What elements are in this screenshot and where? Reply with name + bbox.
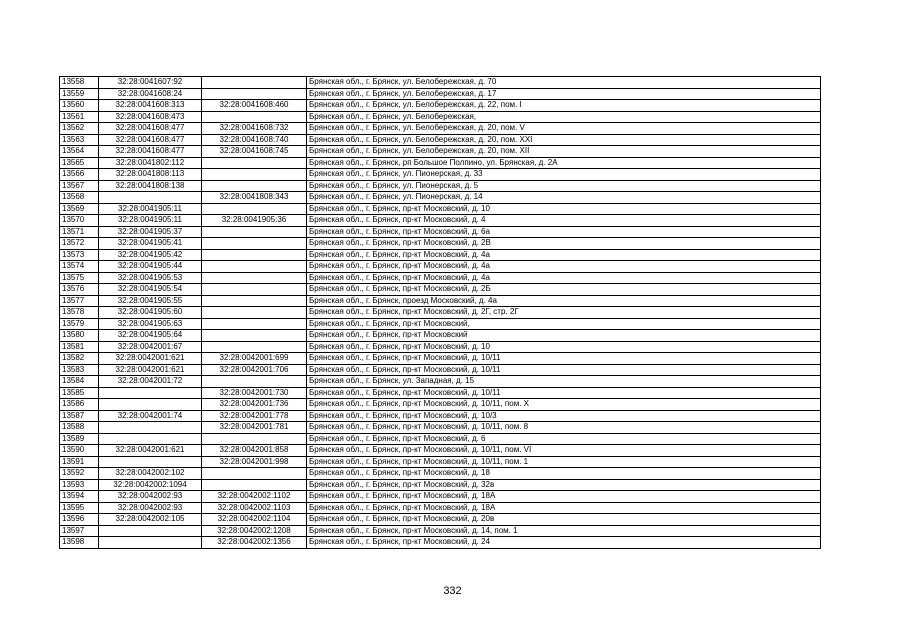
cadastral-number-cell: 32:28:0042002:93 — [99, 491, 202, 503]
object-number-cell: 32:28:0042002:1104 — [202, 514, 307, 526]
cadastral-number-cell: 32:28:0042001:621 — [99, 364, 202, 376]
row-number-cell: 13581 — [60, 341, 99, 353]
address-cell: Брянская обл., г. Брянск, пр-кт Московский, д. 18А — [307, 502, 821, 514]
cadastral-number-cell: 32:28:0042001:74 — [99, 410, 202, 422]
row-number-cell: 13573 — [60, 249, 99, 261]
table-row — [60, 123, 821, 135]
cadastral-number-cell — [99, 192, 202, 204]
address-cell: Брянская обл., г. Брянск, пр-кт Московский, д. 32в — [307, 479, 821, 491]
table-row — [60, 261, 821, 273]
row-number-cell: 13596 — [60, 514, 99, 526]
address-cell: Брянская обл., г. Брянск, ул. Пионерская, д. 14 — [307, 192, 821, 204]
address-cell: Брянская обл., г. Брянск, пр-кт Московский, д. 10 — [307, 341, 821, 353]
object-number-cell: 32:28:0041608:732 — [202, 123, 307, 135]
address-cell: Брянская обл., г. Брянск, пр-кт Московский, — [307, 318, 821, 330]
object-number-cell — [202, 249, 307, 261]
address-cell: Брянская обл., г. Брянск, пр-кт Московский, д. 4а — [307, 261, 821, 273]
address-cell: Брянская обл., г. Брянск, пр-кт Московский, д. 6 — [307, 433, 821, 445]
row-number-cell: 13563 — [60, 134, 99, 146]
address-cell: Брянская обл., г. Брянск, пр-кт Московский, д. 4а — [307, 249, 821, 261]
table-row — [60, 169, 821, 181]
cadastral-number-cell: 32:28:0042001:621 — [99, 445, 202, 457]
table-row — [60, 399, 821, 411]
object-number-cell: 32:28:0042002:1103 — [202, 502, 307, 514]
row-number-cell: 13580 — [60, 330, 99, 342]
address-cell: Брянская обл., г. Брянск, пр-кт Московский, д. 10/11 — [307, 364, 821, 376]
page-number: 332 — [443, 585, 462, 597]
registry-table-body — [60, 77, 821, 549]
row-number-cell: 13564 — [60, 146, 99, 158]
cadastral-number-cell: 32:28:0041905:63 — [99, 318, 202, 330]
cadastral-number-cell: 32:28:0041905:60 — [99, 307, 202, 319]
address-cell: Брянская обл., г. Брянск, пр-кт Московский, д. 10/11, пом. 8 — [307, 422, 821, 434]
row-number-cell: 13566 — [60, 169, 99, 181]
row-number-cell: 13567 — [60, 180, 99, 192]
cadastral-number-cell: 32:28:0041607:92 — [99, 77, 202, 89]
row-number-cell: 13572 — [60, 238, 99, 250]
cadastral-number-cell: 32:28:0041802:112 — [99, 157, 202, 169]
address-cell: Брянская обл., г. Брянск, пр-кт Московский, д. 24 — [307, 537, 821, 549]
cadastral-number-cell — [99, 433, 202, 445]
object-number-cell — [202, 433, 307, 445]
object-number-cell — [202, 284, 307, 296]
row-number-cell: 13590 — [60, 445, 99, 457]
table-row — [60, 341, 821, 353]
table-row — [60, 537, 821, 549]
table-row — [60, 525, 821, 537]
row-number-cell: 13562 — [60, 123, 99, 135]
address-cell: Брянская обл., г. Брянск, пр-кт Московский, д. 10/3 — [307, 410, 821, 422]
address-cell: Брянская обл., г. Брянск, пр-кт Московский, д. 10 — [307, 203, 821, 215]
object-number-cell: 32:28:0042002:1102 — [202, 491, 307, 503]
cadastral-number-cell — [99, 399, 202, 411]
cadastral-number-cell: 32:28:0041808:138 — [99, 180, 202, 192]
address-cell: Брянская обл., г. Брянск, ул. Белобережская, д. 22, пом. I — [307, 100, 821, 112]
address-cell: Брянская обл., г. Брянск, пр-кт Московский, д. 10/11, пом. X — [307, 399, 821, 411]
object-number-cell: 32:28:0041608:460 — [202, 100, 307, 112]
address-cell: Брянская обл., г. Брянск, пр-кт Московский, д. 20в — [307, 514, 821, 526]
row-number-cell: 13586 — [60, 399, 99, 411]
row-number-cell: 13579 — [60, 318, 99, 330]
cadastral-number-cell — [99, 456, 202, 468]
cadastral-number-cell: 32:28:0041905:11 — [99, 203, 202, 215]
cadastral-number-cell — [99, 422, 202, 434]
object-number-cell: 32:28:0042002:1356 — [202, 537, 307, 549]
table-row — [60, 445, 821, 457]
object-number-cell — [202, 111, 307, 123]
table-row — [60, 456, 821, 468]
object-number-cell — [202, 479, 307, 491]
address-cell: Брянская обл., г. Брянск, ул. Белобережская, д. 70 — [307, 77, 821, 89]
row-number-cell: 13595 — [60, 502, 99, 514]
object-number-cell: 32:28:0042002:1208 — [202, 525, 307, 537]
table-row — [60, 157, 821, 169]
table-row — [60, 468, 821, 480]
cadastral-number-cell: 32:28:0041905:55 — [99, 295, 202, 307]
address-cell: Брянская обл., г. Брянск, пр-кт Московский, д. 18 — [307, 468, 821, 480]
row-number-cell: 13584 — [60, 376, 99, 388]
cadastral-number-cell: 32:28:0041608:477 — [99, 134, 202, 146]
object-number-cell — [202, 376, 307, 388]
table-row — [60, 111, 821, 123]
row-number-cell: 13561 — [60, 111, 99, 123]
object-number-cell: 32:28:0041808:343 — [202, 192, 307, 204]
table-row — [60, 502, 821, 514]
row-number-cell: 13568 — [60, 192, 99, 204]
cadastral-number-cell: 32:28:0041608:477 — [99, 146, 202, 158]
object-number-cell — [202, 157, 307, 169]
table-row — [60, 192, 821, 204]
cadastral-number-cell — [99, 537, 202, 549]
cadastral-number-cell: 32:28:0041905:37 — [99, 226, 202, 238]
cadastral-number-cell: 32:28:0042002:93 — [99, 502, 202, 514]
table-row — [60, 387, 821, 399]
address-cell: Брянская обл., г. Брянск, пр-кт Московский, д. 2В — [307, 238, 821, 250]
table-row — [60, 364, 821, 376]
table-row — [60, 491, 821, 503]
object-number-cell: 32:28:0042001:858 — [202, 445, 307, 457]
table-row — [60, 180, 821, 192]
cadastral-number-cell: 32:28:0042001:67 — [99, 341, 202, 353]
address-cell: Брянская обл., г. Брянск, ул. Белобережская, д. 20, пом. XII — [307, 146, 821, 158]
table-row — [60, 100, 821, 112]
row-number-cell: 13570 — [60, 215, 99, 227]
table-row — [60, 215, 821, 227]
object-number-cell — [202, 318, 307, 330]
object-number-cell — [202, 180, 307, 192]
address-cell: Брянская обл., г. Брянск, рп Большое Полпино, ул. Брянская, д. 2А — [307, 157, 821, 169]
row-number-cell: 13571 — [60, 226, 99, 238]
row-number-cell: 13593 — [60, 479, 99, 491]
object-number-cell: 32:28:0042001:706 — [202, 364, 307, 376]
row-number-cell: 13575 — [60, 272, 99, 284]
cadastral-number-cell: 32:28:0041808:113 — [99, 169, 202, 181]
object-number-cell — [202, 295, 307, 307]
row-number-cell: 13576 — [60, 284, 99, 296]
address-cell: Брянская обл., г. Брянск, пр-кт Московский, д. 6а — [307, 226, 821, 238]
address-cell: Брянская обл., г. Брянск, пр-кт Московский, д. 10/11, пом. 1 — [307, 456, 821, 468]
cadastral-number-cell: 32:28:0041905:64 — [99, 330, 202, 342]
address-cell: Брянская обл., г. Брянск, пр-кт Московский, д. 4 — [307, 215, 821, 227]
object-number-cell — [202, 341, 307, 353]
object-number-cell — [202, 203, 307, 215]
row-number-cell: 13565 — [60, 157, 99, 169]
object-number-cell — [202, 226, 307, 238]
address-cell: Брянская обл., г. Брянск, проезд Московский, д. 4а — [307, 295, 821, 307]
object-number-cell: 32:28:0041608:740 — [202, 134, 307, 146]
row-number-cell: 13587 — [60, 410, 99, 422]
object-number-cell: 32:28:0042001:736 — [202, 399, 307, 411]
address-cell: Брянская обл., г. Брянск, ул. Белобережская, — [307, 111, 821, 123]
cadastral-number-cell: 32:28:0041608:24 — [99, 88, 202, 100]
address-cell: Брянская обл., г. Брянск, ул. Белобережская, д. 20, пом. XXI — [307, 134, 821, 146]
object-number-cell: 32:28:0041905:36 — [202, 215, 307, 227]
row-number-cell: 13560 — [60, 100, 99, 112]
row-number-cell: 13578 — [60, 307, 99, 319]
table-row — [60, 376, 821, 388]
cadastral-number-cell: 32:28:0042001:72 — [99, 376, 202, 388]
registry-table — [59, 76, 821, 549]
table-row — [60, 146, 821, 158]
table-row — [60, 318, 821, 330]
row-number-cell: 13589 — [60, 433, 99, 445]
address-cell: Брянская обл., г. Брянск, ул. Белобережская, д. 17 — [307, 88, 821, 100]
object-number-cell — [202, 169, 307, 181]
object-number-cell: 32:28:0042001:781 — [202, 422, 307, 434]
object-number-cell — [202, 88, 307, 100]
cadastral-number-cell: 32:28:0041905:42 — [99, 249, 202, 261]
object-number-cell — [202, 468, 307, 480]
table-row — [60, 77, 821, 89]
cadastral-number-cell: 32:28:0042002:102 — [99, 468, 202, 480]
row-number-cell: 13577 — [60, 295, 99, 307]
object-number-cell — [202, 238, 307, 250]
cadastral-number-cell — [99, 387, 202, 399]
object-number-cell — [202, 272, 307, 284]
row-number-cell: 13588 — [60, 422, 99, 434]
table-row — [60, 226, 821, 238]
cadastral-number-cell: 32:28:0042002:1094 — [99, 479, 202, 491]
address-cell: Брянская обл., г. Брянск, пр-кт Московский, д. 10/11, пом. VI — [307, 445, 821, 457]
cadastral-number-cell: 32:28:0041905:54 — [99, 284, 202, 296]
table-row — [60, 433, 821, 445]
table-row — [60, 203, 821, 215]
row-number-cell: 13559 — [60, 88, 99, 100]
cadastral-number-cell: 32:28:0041608:477 — [99, 123, 202, 135]
table-row — [60, 295, 821, 307]
cadastral-number-cell: 32:28:0041905:53 — [99, 272, 202, 284]
address-cell: Брянская обл., г. Брянск, ул. Пионерская, д. 33 — [307, 169, 821, 181]
address-cell: Брянская обл., г. Брянск, пр-кт Московский — [307, 330, 821, 342]
address-cell: Брянская обл., г. Брянск, пр-кт Московский, д. 2Г, стр. 2Г — [307, 307, 821, 319]
cadastral-number-cell: 32:28:0041905:44 — [99, 261, 202, 273]
cadastral-number-cell: 32:28:0041608:473 — [99, 111, 202, 123]
object-number-cell: 32:28:0042001:699 — [202, 353, 307, 365]
table-row — [60, 330, 821, 342]
address-cell: Брянская обл., г. Брянск, пр-кт Московский, д. 10/11 — [307, 353, 821, 365]
object-number-cell — [202, 77, 307, 89]
table-row — [60, 479, 821, 491]
object-number-cell: 32:28:0041608:745 — [202, 146, 307, 158]
table-row — [60, 272, 821, 284]
cadastral-number-cell: 32:28:0042002:105 — [99, 514, 202, 526]
row-number-cell: 13591 — [60, 456, 99, 468]
address-cell: Брянская обл., г. Брянск, ул. Западная, д. 15 — [307, 376, 821, 388]
cadastral-number-cell: 32:28:0041608:313 — [99, 100, 202, 112]
object-number-cell — [202, 261, 307, 273]
table-row — [60, 353, 821, 365]
address-cell: Брянская обл., г. Брянск, пр-кт Московский, д. 18А — [307, 491, 821, 503]
table-row — [60, 88, 821, 100]
row-number-cell: 13597 — [60, 525, 99, 537]
cadastral-number-cell: 32:28:0041905:11 — [99, 215, 202, 227]
table-row — [60, 284, 821, 296]
table-row — [60, 307, 821, 319]
cadastral-number-cell — [99, 525, 202, 537]
row-number-cell: 13582 — [60, 353, 99, 365]
address-cell: Брянская обл., г. Брянск, ул. Пионерская, д. 5 — [307, 180, 821, 192]
object-number-cell: 32:28:0042001:998 — [202, 456, 307, 468]
table-row — [60, 134, 821, 146]
row-number-cell: 13594 — [60, 491, 99, 503]
row-number-cell: 13569 — [60, 203, 99, 215]
address-cell: Брянская обл., г. Брянск, ул. Белобережская, д. 20, пом. V — [307, 123, 821, 135]
row-number-cell: 13592 — [60, 468, 99, 480]
row-number-cell: 13598 — [60, 537, 99, 549]
table-row — [60, 422, 821, 434]
table-row — [60, 410, 821, 422]
address-cell: Брянская обл., г. Брянск, пр-кт Московский, д. 2Б — [307, 284, 821, 296]
row-number-cell: 13583 — [60, 364, 99, 376]
address-cell: Брянская обл., г. Брянск, пр-кт Московский, д. 4а — [307, 272, 821, 284]
table-row — [60, 249, 821, 261]
row-number-cell: 13585 — [60, 387, 99, 399]
address-cell: Брянская обл., г. Брянск, пр-кт Московский, д. 14, пом. 1 — [307, 525, 821, 537]
cadastral-number-cell: 32:28:0041905:41 — [99, 238, 202, 250]
object-number-cell — [202, 307, 307, 319]
cadastral-number-cell: 32:28:0042001:621 — [99, 353, 202, 365]
table-row — [60, 514, 821, 526]
table-row — [60, 238, 821, 250]
object-number-cell — [202, 330, 307, 342]
object-number-cell: 32:28:0042001:778 — [202, 410, 307, 422]
row-number-cell: 13574 — [60, 261, 99, 273]
row-number-cell: 13558 — [60, 77, 99, 89]
object-number-cell: 32:28:0042001:730 — [202, 387, 307, 399]
address-cell: Брянская обл., г. Брянск, пр-кт Московский, д. 10/11 — [307, 387, 821, 399]
